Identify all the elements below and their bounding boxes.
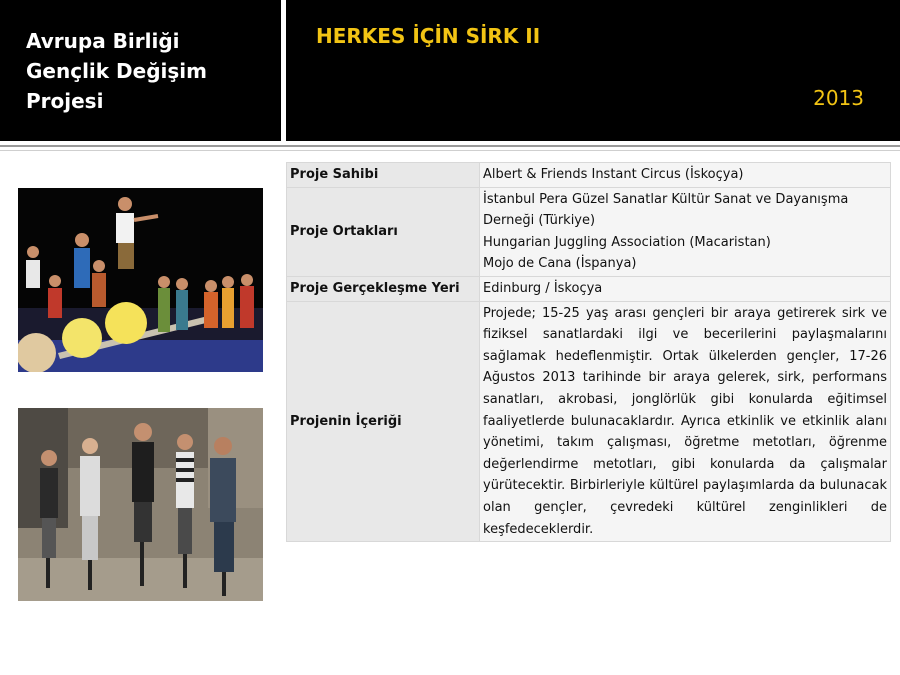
- header-divider-thin: [0, 150, 900, 151]
- header-right-panel: [286, 0, 900, 141]
- partner-item: İstanbul Pera Güzel Sanatlar Kültür Sanat ve Dayanışma Derneği (Türkiye): [483, 191, 849, 229]
- content-text: Projede; 15-25 yaş arası gençleri bir araya getirerek sirk ve fiziksel sanatlardaki ilgi ve becerilerini paylaşmalarını sağlamak hedeflenmiştir. Ortak ülkelerden gençler, 17-26 Ağustos 2013 tarihinde bir araya gelerek, sirk, performans sanatları, akrobasi, jonglörlük gibi konularda eğitimsel faaliyetlerde bulunacaklardır. Ayrıca etkinlik ve etkinlik alanı yönetimi, takım çalışması, öğretme metotları, öğrenme değerlendirme metotları, gibi konularda da çalışmalar yürütecektir. Birbirleriyle kültürel paylaşımlarda da bulunacak olan gençler, çevredeki kültürel zenginlikleri de keşfedeceklerdir.: [483, 305, 887, 537]
- project-info-table: [286, 162, 891, 542]
- project-title: HERKES İÇİN SİRK II: [316, 24, 541, 48]
- circus-stage-photo: [18, 188, 263, 372]
- header-divider: [0, 145, 900, 147]
- owner-text: Albert & Friends Instant Circus (İskoçya): [483, 167, 744, 182]
- table-row-partners: [287, 187, 891, 276]
- row-label: Proje Sahibi: [287, 163, 480, 188]
- partner-item: Mojo de Cana (İspanya): [483, 256, 637, 272]
- row-label: Proje Gerçekleşme Yeri: [287, 276, 480, 301]
- partner-item: Hungarian Juggling Association (Macaristan): [483, 234, 771, 250]
- row-value: [480, 301, 891, 542]
- program-title-line-3: Projesi: [26, 89, 104, 113]
- table-row-location: [287, 276, 891, 301]
- row-value: [480, 187, 891, 276]
- row-label: Proje Ortakları: [287, 187, 480, 276]
- table-row-content: [287, 301, 891, 542]
- program-title-line-2: Gençlik Değişim: [26, 59, 207, 83]
- project-year: 2013: [813, 86, 864, 110]
- stilt-walkers-photo: [18, 408, 263, 601]
- row-label: Projenin İçeriği: [287, 301, 480, 542]
- program-title-line-1: Avrupa Birliği: [26, 29, 180, 53]
- row-value: [480, 163, 891, 188]
- row-value: [480, 276, 891, 301]
- table-row-owner: [287, 163, 891, 188]
- location-text: Edinburg / İskoçya: [483, 280, 603, 296]
- header-left-panel: [0, 0, 281, 141]
